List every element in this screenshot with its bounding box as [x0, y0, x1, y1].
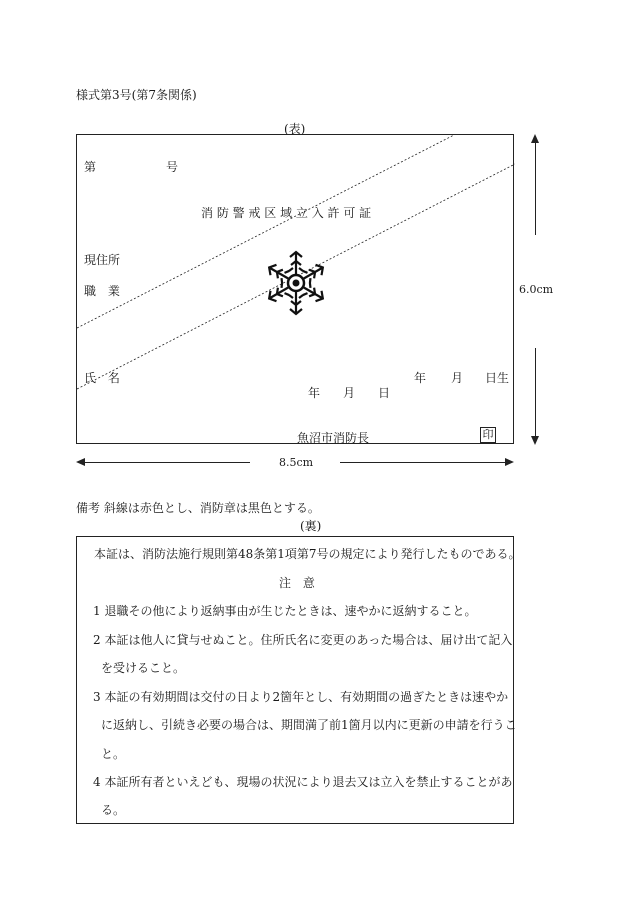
- notice-line-3: 3 本証の有効期間は交付の日より2箇年とし、有効期間の過ぎたときは速やか: [93, 690, 509, 704]
- issue-year: 年: [308, 386, 321, 400]
- occupation-label: 職 業: [84, 284, 120, 298]
- address-label: 現住所: [84, 253, 121, 267]
- notice-line-4-cont: る。: [101, 803, 126, 817]
- seal-box: 印: [480, 427, 496, 443]
- birth-day: 日生: [485, 371, 510, 385]
- back-intro: 本証は、消防法施行規則第48条第1項第7号の規定により発行したものである。: [94, 547, 521, 561]
- notice-line-3-cont: に返納し、引続き必要の場合は、期間満了前1箇月以内に更新の申請を行うこ: [101, 718, 517, 732]
- width-dimension: 8.5cm: [279, 456, 314, 469]
- fire-department-emblem-icon: [263, 248, 329, 318]
- arrow-up-icon: [531, 134, 539, 143]
- arrow-left-icon: [76, 458, 85, 466]
- notice-line-2-cont: を受けること。: [101, 661, 186, 675]
- name-label: 氏 名: [84, 371, 120, 385]
- height-dimension-line-top: [535, 140, 536, 235]
- number-prefix: 第: [84, 160, 97, 174]
- card-title: 消 防 警 戒 区 域 立 入 許 可 証: [201, 206, 372, 220]
- form-label: 様式第3号(第7条関係): [76, 88, 197, 102]
- width-dimension-line-left: [82, 462, 250, 463]
- birth-year: 年: [414, 371, 427, 385]
- issue-month: 月: [343, 386, 356, 400]
- notice-line-1: 1 退職その他により返納事由が生じたときは、速やかに返納すること。: [93, 604, 477, 618]
- arrow-down-icon: [531, 436, 539, 445]
- notice-line-3-end: と。: [101, 747, 126, 761]
- height-dimension: 6.0cm: [519, 283, 554, 296]
- arrow-right-icon: [505, 458, 514, 466]
- height-dimension-line-bottom: [535, 348, 536, 442]
- issue-day: 日: [378, 386, 391, 400]
- notice-line-4: 4 本証所有者といえども、現場の状況により退去又は立入を禁止することがあ: [93, 775, 513, 789]
- front-side-label: (表): [284, 122, 306, 136]
- width-dimension-line-right: [340, 462, 508, 463]
- notice-line-2: 2 本証は他人に貸与せぬこと。住所氏名に変更のあった場合は、届け出て記入: [93, 633, 513, 647]
- back-side-label: (裏): [300, 519, 322, 533]
- number-suffix: 号: [166, 160, 179, 174]
- issuer: 魚沼市消防長: [297, 431, 370, 445]
- remark: 備考 斜線は赤色とし、消防章は黒色とする。: [76, 501, 320, 515]
- birth-month: 月: [451, 371, 464, 385]
- notice-title: 注 意: [279, 576, 315, 590]
